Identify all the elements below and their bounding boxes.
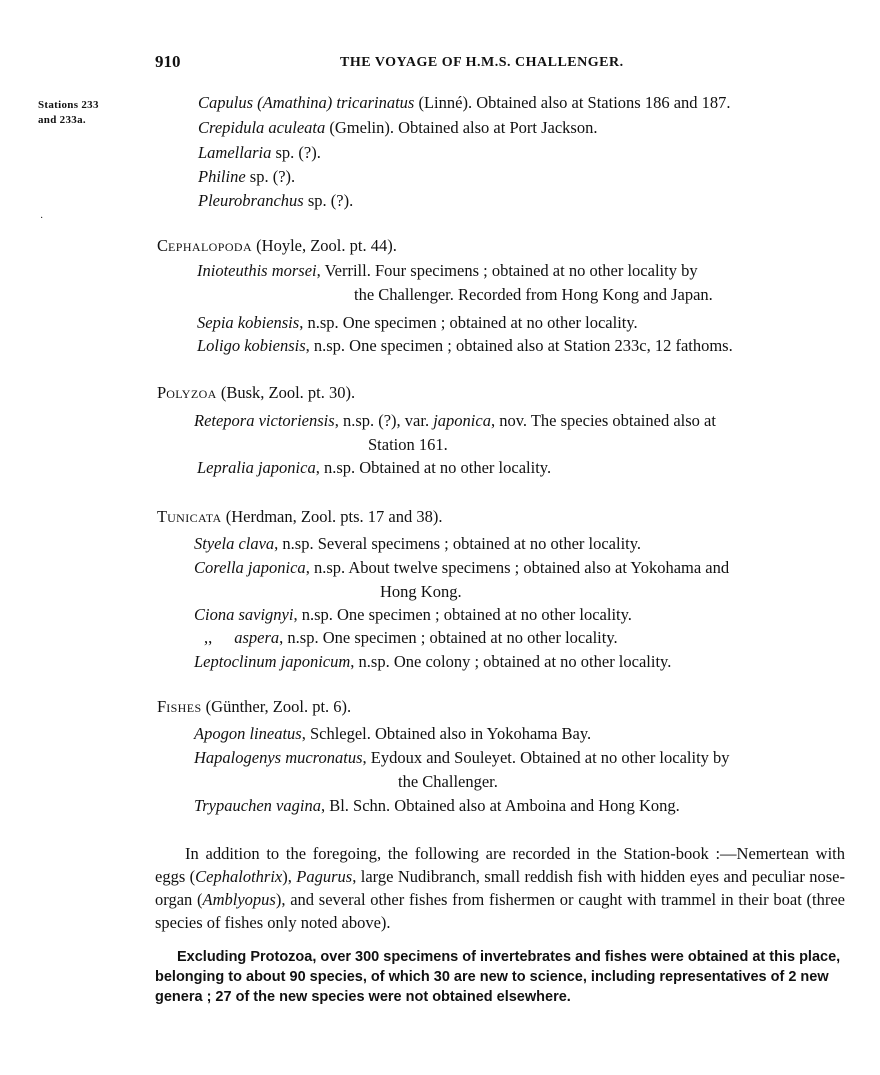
summary-paragraph: Excluding Protozoa, over 300 specimens of invertebrates and fishes were obtained at this place, belonging to about 90 species, of which 30 are new to science, including representatives of 2 new genera ; 27 of the new species were not obtained elsewhere. bbox=[155, 949, 841, 1005]
section-heading-tunicata: TUNICATA (Herdman, Zool. pts. 17 and 38). bbox=[157, 507, 443, 526]
species-note: , n.sp. Obtained at no other locality. bbox=[315, 458, 552, 477]
species-name: Loligo kobiensis bbox=[197, 336, 306, 355]
species-entry bbox=[198, 95, 731, 112]
species-note: (Gmelin). Obtained also at Port Jackson. bbox=[325, 118, 598, 137]
species-name: Retepora victoriensis bbox=[194, 411, 335, 430]
species-entry bbox=[194, 726, 591, 743]
page-number: 910 bbox=[155, 52, 181, 71]
margin-station-label-2: and 233a. bbox=[38, 114, 86, 126]
species-note: , Verrill. Four specimens ; obtained at no other locality by bbox=[316, 261, 698, 280]
section-heading-cephalopoda: CEPHALOPODA (Hoyle, Zool. pt. 44). bbox=[157, 236, 397, 255]
species-name: Lepralia japonica bbox=[197, 458, 316, 477]
margin-station-label: Stations 233 bbox=[38, 99, 99, 111]
station-book-paragraph: In addition to the foregoing, the following are recorded in the Station-book :—Nemertean with eggs (Cephalothrix), Pagurus, large Nudibranch, small reddish fish with hidden eyes and peculiar nose-organ (Amblyopus), and several other fishes from fishermen or caught with trammel in their boat (three species of fishes only noted above). bbox=[155, 844, 846, 932]
species-entry bbox=[197, 338, 733, 355]
section-heading-fishes: FISHES (Günther, Zool. pt. 6). bbox=[157, 697, 352, 716]
species-note: , Bl. Schn. Obtained also at Amboina and Hong Kong. bbox=[320, 796, 680, 815]
species-name: Leptoclinum japonicum bbox=[194, 652, 351, 671]
species-name: Ciona savignyi bbox=[194, 605, 294, 624]
variety-name: japonica bbox=[433, 411, 491, 430]
species-note-continued: Station 161. bbox=[368, 435, 448, 454]
species-note-continued: the Challenger. bbox=[398, 772, 498, 791]
species-name: Lamellaria bbox=[198, 143, 272, 162]
species-note: sp. (?). bbox=[303, 191, 354, 210]
species-entry: Retepora victoriensis, n.sp. (?), var. japonica, nov. The species obtained also at bbox=[194, 411, 716, 430]
running-title: THE VOYAGE OF H.M.S. CHALLENGER. bbox=[340, 55, 624, 70]
species-note: , n.sp. One specimen ; obtained at no other locality. bbox=[293, 605, 632, 624]
species-entry bbox=[194, 798, 680, 815]
species-note: , Eydoux and Souleyet. Obtained at no other locality by bbox=[362, 748, 730, 767]
species-note-continued: the Challenger. Recorded from Hong Kong and Japan. bbox=[354, 285, 713, 304]
margin-mark: · bbox=[40, 213, 44, 224]
species-name: Crepidula aculeata bbox=[198, 118, 326, 137]
species-note: sp. (?). bbox=[245, 167, 296, 186]
species-note: , n.sp. Several specimens ; obtained at no other locality. bbox=[274, 534, 642, 553]
species-name: Sepia kobiensis bbox=[197, 313, 300, 332]
species-name: Pleurobranchus bbox=[198, 191, 304, 210]
species-name: Styela clava bbox=[194, 534, 275, 553]
species-name: Capulus (Amathina) tricarinatus bbox=[198, 93, 415, 112]
species-entry bbox=[204, 630, 618, 647]
section-heading-polyzoa: POLYZOA (Busk, Zool. pt. 30). bbox=[157, 383, 356, 402]
species-entry bbox=[198, 169, 295, 186]
species-name: aspera bbox=[234, 628, 280, 647]
species-name: Corella japonica bbox=[194, 558, 306, 577]
species-name: Trypauchen vagina bbox=[194, 796, 321, 815]
species-entry bbox=[198, 120, 597, 137]
species-note: , n.sp. About twelve specimens ; obtained also at Yokohama and bbox=[305, 558, 730, 577]
species-note: (Linné). Obtained also at Stations 186 and 187. bbox=[414, 93, 731, 112]
species-name: Philine bbox=[198, 167, 246, 186]
species-name: Inioteuthis morsei bbox=[197, 261, 317, 280]
species-name: Apogon lineatus bbox=[194, 724, 302, 743]
species-entry bbox=[194, 750, 730, 767]
species-note: , n.sp. One colony ; obtained at no other locality. bbox=[350, 652, 672, 671]
species-entry bbox=[194, 536, 641, 553]
species-entry bbox=[197, 263, 698, 280]
species-entry bbox=[194, 607, 632, 624]
species-entry bbox=[197, 315, 638, 332]
species-entry bbox=[198, 193, 353, 210]
species-note: , nov. The species obtained also at bbox=[490, 411, 716, 430]
ditto-mark: ,, bbox=[204, 628, 213, 647]
species-entry bbox=[198, 145, 321, 162]
species-entry bbox=[194, 654, 671, 671]
species-note: sp. (?). bbox=[271, 143, 321, 162]
species-note: , n.sp. One specimen ; obtained also at Station 233c, 12 fathoms. bbox=[305, 336, 733, 355]
species-entry bbox=[194, 560, 729, 577]
species-entry bbox=[197, 460, 551, 477]
species-name: Hapalogenys mucronatus bbox=[194, 748, 363, 767]
species-note-continued: Hong Kong. bbox=[380, 582, 462, 601]
species-note: , n.sp. One specimen ; obtained at no other locality. bbox=[299, 313, 638, 332]
species-note: , Schlegel. Obtained also in Yokohama Bay. bbox=[301, 724, 592, 743]
species-note: , n.sp. One specimen ; obtained at no other locality. bbox=[279, 628, 618, 647]
